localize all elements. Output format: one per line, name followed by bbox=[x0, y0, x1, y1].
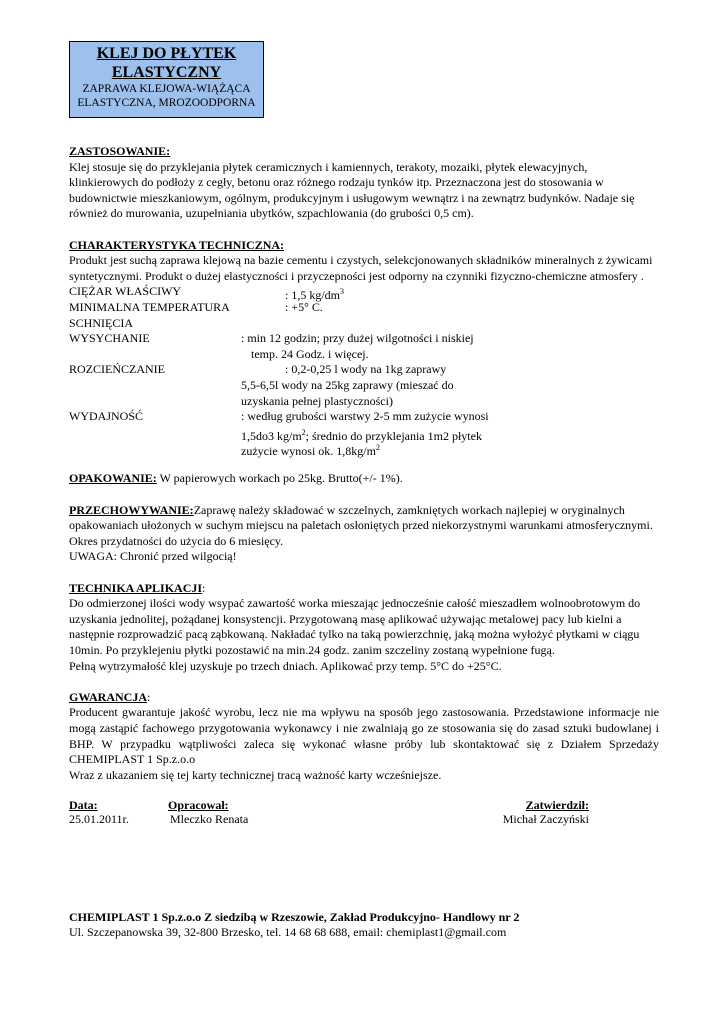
technika-heading: TECHNIKA APLIKACJI bbox=[69, 580, 203, 595]
date-label: Data: bbox=[69, 798, 98, 812]
technika-text-2: Pełną wytrzymałość klej uzyskuje po trzech dniach. Aplikować przy temp. 5°C do +25°C. bbox=[69, 658, 502, 673]
property-value: : 1,5 $kg/dm^3$ bbox=[285, 287, 345, 303]
property-value: : +5° C. bbox=[285, 299, 323, 314]
property-row-ciezar bbox=[69, 284, 659, 303]
gwarancja-heading: GWARANCJA bbox=[69, 689, 147, 704]
property-row-temperatura bbox=[69, 300, 659, 316]
company-name-line: CHEMIPLAST 1 Sp.z.o.o Z siedzibą w Rzeszowie, Zakład Produkcyjno- Handlowy nr 2 bbox=[69, 910, 520, 924]
property-label: WYDAJNOŚĆ bbox=[69, 409, 144, 424]
prepared-by-label: Opracował: bbox=[168, 798, 229, 812]
property-row-wydajnosc bbox=[69, 409, 659, 425]
gwarancja-text: Producent gwarantuje jakość wyrobu, lecz nie ma wpływu na sposób jego zastosowania. Przedstawione informacje nie mogą zastąpić fachowego przygotowania wykonawcy i nie zwalniają go ze stosowania się do zasad sztuki budowlanej i BHP. W przypadku wątpliwości zaleca się wykonać własne próby lub skontaktować się z Działem Sprzedaży CHEMIPLAST 1 Sp.z.o.o bbox=[69, 705, 659, 767]
technika-heading-row: TECHNIKA APLIKACJI: bbox=[69, 580, 206, 595]
charakterystyka-heading: CHARAKTERYSTYKA TECHNICZNA: bbox=[69, 237, 285, 252]
zastosowanie-text: Klej stosuje się do przyklejania płytek ceramicznych i kamiennych, terakoty, mozaiki, płytek elewacyjnych, klinkierowych do podłoży z cegły, betonu oraz różnego rodzaju tynków itp. Przeznaczona jest do stosowania w budownictwie mieszkaniowym, ogólnym, produkcyjnym i usługowym wewnątrz i na zewnątrz budynków. Nadaje się również do murowania, uzupełniania ubytków, szpachlowania (do grubości 0,5 cm). bbox=[69, 159, 635, 221]
company-footer bbox=[69, 910, 669, 939]
product-subtitle-line1: ZAPRAWA KLEJOWA-WIĄŻĄCA bbox=[82, 83, 251, 95]
prepared-by-value: Mleczko Renata bbox=[170, 812, 249, 826]
date-value: 25.01.2011r. bbox=[69, 812, 129, 826]
product-title-line2: ELASTYCZNY bbox=[111, 64, 222, 81]
product-subtitle-line2: ELASTYCZNA, MROZOODPORNA bbox=[77, 97, 256, 109]
property-value: 1,5do3 $kg/m^2$; średnio do przyklejania 1m2 płytek bbox=[241, 427, 482, 443]
przechowywanie-paragraph bbox=[69, 503, 659, 534]
zastosowanie-heading: ZASTOSOWANIE: bbox=[69, 144, 171, 158]
signature-block bbox=[69, 798, 589, 828]
gwarancja-text-2: Wraz z ukazaniem się tej karty technicznej tracą ważność karty wcześniejsze. bbox=[69, 767, 442, 782]
property-label: MINIMALNA TEMPERATURA bbox=[69, 299, 230, 314]
company-address-line: Ul. Szczepanowska 39, 32-800 Brzesko, tel. 14 68 68 688, email: chemiplast1@gmail.com bbox=[69, 924, 507, 939]
property-value: : 0,2-0,25 l wody na 1kg zaprawy bbox=[285, 362, 447, 377]
przechowywanie-okres: Okres przydatności do użycia do 6 miesięcy. bbox=[69, 533, 284, 548]
approved-by-value: Michał Zaczyński bbox=[502, 812, 589, 826]
property-label: CIĘŻAR WŁAŚCIWY bbox=[69, 284, 182, 299]
charakterystyka-text: Produkt jest suchą zaprawa klejową na bazie cementu i czystych, selekcjonowanych składników mineralnych z żywicami syntetycznymi. Produkt o dużej elastyczności i przyczepności jest odporny na czynniki fizyczno-chemiczne atmosfery . bbox=[69, 253, 653, 283]
approved-by-label: Zatwierdził: bbox=[525, 798, 589, 812]
property-label: WYSYCHANIE bbox=[69, 331, 150, 346]
property-value: : min 12 godzin; przy dużej wilgotności i niskiej bbox=[241, 331, 474, 346]
property-label: ROZCIEŃCZANIE bbox=[69, 362, 165, 377]
gwarancja-heading-row: GWARANCJA: bbox=[69, 689, 151, 704]
property-row-schniecia bbox=[69, 316, 659, 332]
opakowanie-paragraph bbox=[69, 471, 659, 487]
property-row-wysychanie bbox=[69, 331, 659, 347]
technika-text: Do odmierzonej ilości wody wsypać zawartość worka mieszając jednocześnie całość mieszadłem wolnoobrotowym do uzyskania jednolitej, pożądanej konsystencji. Przygotowaną masę aplikować używając metalowej pacy lub kielni a następnie rozprowadzić pacą ząbkowaną. Nakładać tylko na taką powierzchnię, jaką można wyłożyć płytkami w ciągu 10min. Po przyklejeniu płytki pozostawić na min.24 godz. zanim szczeliny zostaną wypełnione fugą. bbox=[69, 596, 641, 657]
property-value: 5,5-6,5l wody na 25kg zaprawy (mieszać do bbox=[241, 377, 454, 392]
przechowywanie-heading: PRZECHOWYWANIE: bbox=[69, 502, 194, 517]
property-value: : według grubości warstwy 2-5 mm zużycie wynosi bbox=[241, 409, 489, 424]
document-body bbox=[69, 144, 659, 783]
przechowywanie-uwaga: UWAGA: Chronić przed wilgocią! bbox=[69, 549, 237, 564]
property-row-rozcienczanie bbox=[69, 362, 659, 378]
property-label: SCHNIĘCIA bbox=[69, 315, 134, 330]
property-value: zużycie wynosi ok. $1,8kg/m^2$ bbox=[241, 443, 380, 459]
przechowywanie-text: Zaprawę należy składować w szczelnych, zamkniętych workach najlepiej w oryginalnych opakowaniach ułożonych w suchym miejscu na paletach osłoniętych przed niekorzystnymi warunkami atmosferycznymi. bbox=[69, 502, 653, 533]
property-value: temp. 24 Godz. i więcej. bbox=[251, 346, 369, 361]
opakowanie-heading: OPAKOWANIE: bbox=[69, 471, 157, 486]
property-value: uzyskania pełnej plastyczności) bbox=[241, 393, 393, 408]
opakowanie-text: W papierowych workach po 25kg. Brutto(+/- 1%). bbox=[156, 471, 403, 486]
product-title-box bbox=[69, 41, 264, 118]
product-title-line1: KLEJ DO PŁYTEK bbox=[96, 45, 237, 62]
